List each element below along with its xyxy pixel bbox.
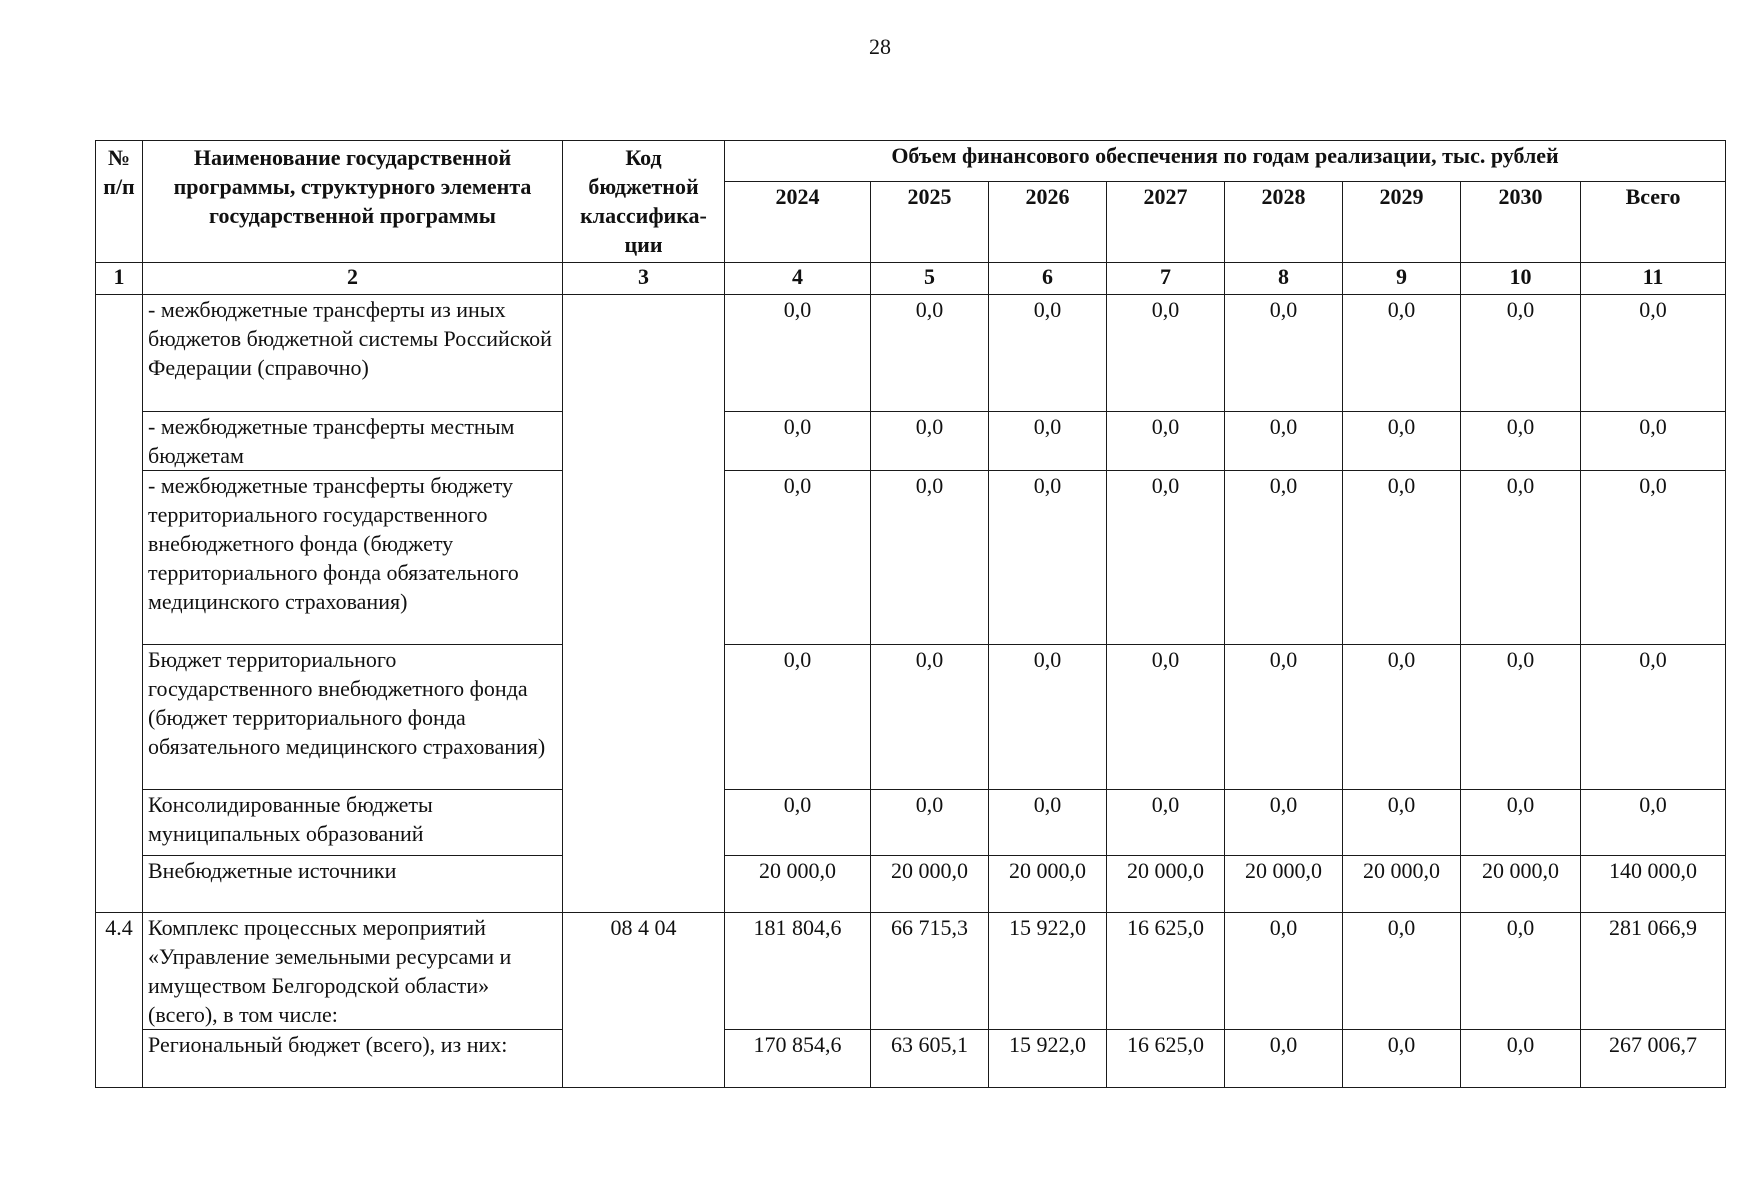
row-value: 0,0 <box>871 471 989 645</box>
row-value: 15 922,0 <box>989 1030 1107 1088</box>
header-code: Код бюджетной классифика-ции <box>563 141 725 263</box>
row-name: Региональный бюджет (всего), из них: <box>143 1030 563 1088</box>
row-value: 0,0 <box>1461 913 1581 1030</box>
row-name: - межбюджетные трансферты бюджету территориального государственного внебюджетного фонда (бюджету территориального фонда обязательного медицинского страхования) <box>143 471 563 645</box>
row-value: 16 625,0 <box>1107 913 1225 1030</box>
column-number: 2 <box>143 263 563 295</box>
row-value: 20 000,0 <box>1343 856 1461 913</box>
header-year: 2029 <box>1343 182 1461 263</box>
row-code: 08 4 04 <box>563 913 725 1088</box>
header-year: 2027 <box>1107 182 1225 263</box>
column-number: 10 <box>1461 263 1581 295</box>
table-row <box>96 1030 1726 1088</box>
row-value: 0,0 <box>1343 412 1461 471</box>
table-row <box>96 856 1726 913</box>
row-value: 0,0 <box>1225 471 1343 645</box>
row-value: 0,0 <box>1581 790 1726 856</box>
table-row <box>96 790 1726 856</box>
row-value: 181 804,6 <box>725 913 871 1030</box>
row-value: 0,0 <box>1461 295 1581 412</box>
row-value: 0,0 <box>725 645 871 790</box>
row-value: 16 625,0 <box>1107 1030 1225 1088</box>
row-value: 0,0 <box>1225 295 1343 412</box>
header-year: 2026 <box>989 182 1107 263</box>
budget-table <box>95 140 1726 1088</box>
table-row <box>96 645 1726 790</box>
column-number: 11 <box>1581 263 1726 295</box>
row-value: 63 605,1 <box>871 1030 989 1088</box>
column-number: 4 <box>725 263 871 295</box>
row-value: 0,0 <box>725 412 871 471</box>
row-value: 0,0 <box>1343 913 1461 1030</box>
row-name: - межбюджетные трансферты из иных бюджетов бюджетной системы Российской Федерации (справочно) <box>143 295 563 412</box>
row-value: 0,0 <box>1581 412 1726 471</box>
row-value: 0,0 <box>1225 1030 1343 1088</box>
column-number: 9 <box>1343 263 1461 295</box>
row-value: 0,0 <box>1343 295 1461 412</box>
row-value: 140 000,0 <box>1581 856 1726 913</box>
row-value: 20 000,0 <box>871 856 989 913</box>
row-value: 267 006,7 <box>1581 1030 1726 1088</box>
row-name: Комплекс процессных мероприятий «Управление земельными ресурсами и имуществом Белгородской области» (всего), в том числе: <box>143 913 563 1030</box>
row-value: 20 000,0 <box>1225 856 1343 913</box>
column-number: 3 <box>563 263 725 295</box>
row-value: 0,0 <box>1107 790 1225 856</box>
row-value: 0,0 <box>1225 790 1343 856</box>
row-value: 0,0 <box>871 790 989 856</box>
column-number: 7 <box>1107 263 1225 295</box>
row-value: 20 000,0 <box>989 856 1107 913</box>
row-value: 20 000,0 <box>1107 856 1225 913</box>
row-value: 0,0 <box>1225 645 1343 790</box>
row-value: 15 922,0 <box>989 913 1107 1030</box>
header-total: Всего <box>1581 182 1726 263</box>
row-name: - межбюджетные трансферты местным бюджетам <box>143 412 563 471</box>
row-value: 66 715,3 <box>871 913 989 1030</box>
row-value: 0,0 <box>1461 1030 1581 1088</box>
row-index: 4.4 <box>96 913 143 1088</box>
row-value: 0,0 <box>1107 471 1225 645</box>
header-index: № п/п <box>96 141 143 263</box>
row-value: 0,0 <box>871 645 989 790</box>
row-value: 0,0 <box>989 412 1107 471</box>
row-value: 0,0 <box>989 295 1107 412</box>
row-name: Бюджет территориального государственного внебюджетного фонда (бюджет территориального фонда обязательного медицинского страхования) <box>143 645 563 790</box>
row-value: 281 066,9 <box>1581 913 1726 1030</box>
row-value: 0,0 <box>1343 1030 1461 1088</box>
row-value: 0,0 <box>1343 471 1461 645</box>
row-value: 0,0 <box>1225 913 1343 1030</box>
row-value: 0,0 <box>1581 471 1726 645</box>
row-value: 0,0 <box>1343 790 1461 856</box>
header-row <box>96 141 1726 182</box>
row-value: 20 000,0 <box>1461 856 1581 913</box>
row-value: 0,0 <box>1461 471 1581 645</box>
page-number: 28 <box>869 34 891 59</box>
row-value: 0,0 <box>1343 645 1461 790</box>
row-code <box>563 295 725 913</box>
row-value: 0,0 <box>871 412 989 471</box>
row-value: 0,0 <box>1461 412 1581 471</box>
row-value: 0,0 <box>725 295 871 412</box>
column-number-row <box>96 263 1726 295</box>
row-value: 0,0 <box>1461 790 1581 856</box>
header-year: 2030 <box>1461 182 1581 263</box>
table-row <box>96 412 1726 471</box>
row-value: 0,0 <box>989 471 1107 645</box>
row-value: 0,0 <box>1107 412 1225 471</box>
row-value: 0,0 <box>1107 295 1225 412</box>
row-name: Внебюджетные источники <box>143 856 563 913</box>
table-row <box>96 913 1726 1030</box>
row-value: 170 854,6 <box>725 1030 871 1088</box>
row-name: Консолидированные бюджеты муниципальных образований <box>143 790 563 856</box>
row-value: 20 000,0 <box>725 856 871 913</box>
row-value: 0,0 <box>989 790 1107 856</box>
row-value: 0,0 <box>1107 645 1225 790</box>
header-funding: Объем финансового обеспечения по годам реализации, тыс. рублей <box>725 141 1726 182</box>
row-value: 0,0 <box>1461 645 1581 790</box>
row-value: 0,0 <box>871 295 989 412</box>
row-value: 0,0 <box>1581 645 1726 790</box>
column-number: 8 <box>1225 263 1343 295</box>
column-number: 5 <box>871 263 989 295</box>
row-value: 0,0 <box>1225 412 1343 471</box>
table-row <box>96 295 1726 412</box>
header-year: 2025 <box>871 182 989 263</box>
column-number: 6 <box>989 263 1107 295</box>
header-year: 2024 <box>725 182 871 263</box>
table-row <box>96 471 1726 645</box>
row-value: 0,0 <box>725 790 871 856</box>
row-value: 0,0 <box>725 471 871 645</box>
column-number: 1 <box>96 263 143 295</box>
header-year: 2028 <box>1225 182 1343 263</box>
header-name: Наименование государственной программы, структурного элемента государственной программы <box>143 141 563 263</box>
row-index <box>96 295 143 913</box>
row-value: 0,0 <box>989 645 1107 790</box>
row-value: 0,0 <box>1581 295 1726 412</box>
